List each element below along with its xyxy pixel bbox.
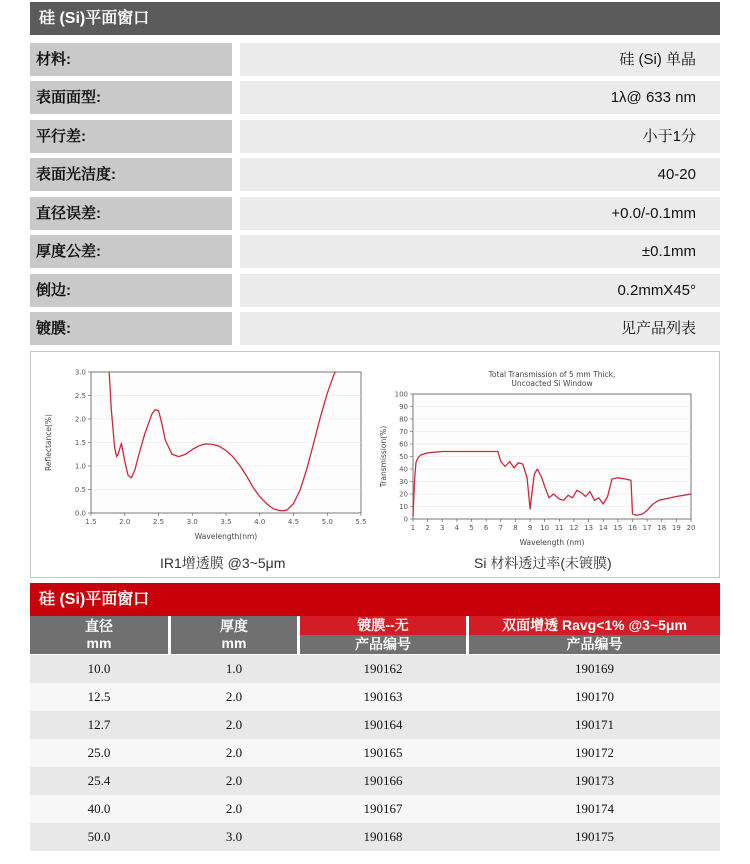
spec-value: 见产品列表 xyxy=(240,312,720,345)
table-row xyxy=(30,795,720,823)
table-row xyxy=(30,711,720,739)
reflectance-x-tick-label: 1.5 xyxy=(85,518,97,526)
header-coating-ar: 双面增透 Ravg<1% @3~5μm xyxy=(469,616,720,635)
spec-value: 硅 (Si) 单晶 xyxy=(240,43,720,76)
reflectance-y-tick-label: 1.0 xyxy=(74,462,86,471)
transmission-y-axis-label: Transmission(%) xyxy=(379,425,388,488)
transmission-y-tick-label: 30 xyxy=(399,478,408,486)
reflectance-x-tick-label: 4.0 xyxy=(254,518,266,526)
reflectance-y-tick-label: 2.5 xyxy=(74,392,86,400)
spec-label: 厚度公差: xyxy=(30,235,232,268)
header-product-no-2: 产品编号 xyxy=(469,635,720,654)
header-diameter-label: 直径 xyxy=(85,618,113,634)
transmission-x-tick-label: 6 xyxy=(483,524,489,532)
cell-thickness: 2.0 xyxy=(225,745,243,760)
header-thickness-label: 厚度 xyxy=(220,618,248,634)
cell-thickness: 2.0 xyxy=(225,773,243,788)
spec-row-material xyxy=(30,43,720,76)
reflectance-y-axis-label: Reflectance(%) xyxy=(44,414,53,471)
spec-section-title: 硅 (Si)平面窗口 xyxy=(30,2,720,35)
transmission-x-tick-label: 4 xyxy=(454,524,460,532)
spec-row-diameter-tolerance xyxy=(30,197,720,230)
charts-panel xyxy=(30,351,720,578)
transmission-x-tick-label: 12 xyxy=(569,524,579,532)
cell-uncoated-no: 190165 xyxy=(363,745,403,760)
transmission-x-tick-label: 18 xyxy=(657,524,667,532)
reflectance-x-tick-label: 5.0 xyxy=(321,518,333,526)
spec-label: 表面面型: xyxy=(30,81,232,114)
spec-label: 材料: xyxy=(30,43,232,76)
cell-uncoated-no: 190162 xyxy=(363,661,403,676)
transmission-x-tick-label: 13 xyxy=(584,524,594,532)
transmission-x-tick-label: 16 xyxy=(628,524,637,532)
cell-thickness: 2.0 xyxy=(225,717,243,732)
reflectance-x-tick-label: 2.0 xyxy=(119,518,131,526)
table-row xyxy=(30,655,720,683)
spec-label: 倒边: xyxy=(30,274,232,307)
transmission-y-tick-label: 20 xyxy=(399,490,408,499)
spec-row-thickness-tolerance xyxy=(30,235,720,268)
transmission-x-tick-label: 19 xyxy=(671,524,681,532)
header-uncoated xyxy=(300,616,466,654)
cell-diameter: 25.4 xyxy=(87,773,111,788)
reflectance-chart xyxy=(44,369,367,542)
header-diameter-unit: mm xyxy=(86,635,112,651)
reflectance-x-tick-label: 5.5 xyxy=(355,518,367,526)
cell-uncoated-no: 190166 xyxy=(363,773,403,788)
reflectance-x-tick-label: 4.5 xyxy=(287,518,300,526)
header-thickness-unit: mm xyxy=(221,635,247,651)
transmission-x-tick-label: 14 xyxy=(598,524,608,532)
transmission-x-tick-label: 9 xyxy=(527,524,533,532)
spec-row-surface-quality xyxy=(30,158,720,191)
transmission-title-line-2: Uncoacted Si Window xyxy=(511,379,593,388)
table-row xyxy=(30,767,720,795)
spec-label: 镀膜: xyxy=(30,312,232,345)
reflectance-x-tick-label: 3.5 xyxy=(220,518,232,526)
cell-coated-no: 190170 xyxy=(575,689,614,704)
header-coating-none: 镀膜--无 xyxy=(300,616,466,635)
transmission-x-tick-label: 15 xyxy=(613,524,623,532)
transmission-x-tick-label: 20 xyxy=(686,524,696,532)
table-row xyxy=(30,739,720,767)
cell-diameter: 40.0 xyxy=(87,801,111,816)
cell-coated-no: 190169 xyxy=(575,661,614,676)
transmission-y-tick-label: 0 xyxy=(403,515,408,524)
transmission-title-line-1: Total Transmission of 5 mm Thick, xyxy=(488,370,616,379)
reflectance-chart-caption: IR1增透膜 @3~5μm xyxy=(160,555,286,571)
transmission-y-tick-label: 10 xyxy=(399,503,408,511)
cell-coated-no: 190171 xyxy=(575,717,614,732)
cell-thickness: 1.0 xyxy=(225,661,243,676)
table-row xyxy=(30,823,720,851)
transmission-y-tick-label: 80 xyxy=(399,415,408,424)
cell-diameter: 10.0 xyxy=(87,661,111,676)
cell-uncoated-no: 190168 xyxy=(363,829,403,844)
spec-value: +0.0/-0.1mm xyxy=(240,197,720,230)
header-thickness xyxy=(171,616,297,654)
spec-value: 小于1分 xyxy=(240,120,720,153)
cell-diameter: 25.0 xyxy=(87,745,111,760)
spec-label: 表面光洁度: xyxy=(30,158,232,191)
cell-coated-no: 190175 xyxy=(575,829,614,844)
cell-diameter: 12.5 xyxy=(87,689,111,704)
cell-uncoated-no: 190163 xyxy=(363,689,403,704)
reflectance-x-tick-label: 2.5 xyxy=(152,518,165,526)
reflectance-y-tick-label: 2.0 xyxy=(74,415,86,424)
transmission-y-tick-label: 60 xyxy=(399,440,408,449)
cell-coated-no: 190173 xyxy=(575,773,614,788)
cell-coated-no: 190174 xyxy=(575,801,614,816)
reflectance-x-tick-label: 3.0 xyxy=(186,518,198,526)
spec-value: 0.2mmX45° xyxy=(240,274,720,307)
spec-label: 平行差: xyxy=(30,120,232,153)
reflectance-x-axis-label: Wavelength(nm) xyxy=(194,532,258,541)
transmission-chart-caption: Si 材料透过率(未镀膜) xyxy=(474,555,612,571)
spec-row-parallelism xyxy=(30,120,720,153)
reflectance-y-tick-label: 1.5 xyxy=(74,439,86,447)
transmission-y-tick-label: 100 xyxy=(394,390,408,399)
cell-coated-no: 190172 xyxy=(575,745,614,760)
transmission-y-tick-label: 90 xyxy=(399,403,408,411)
cell-uncoated-no: 190164 xyxy=(363,717,403,732)
transmission-x-tick-label: 8 xyxy=(513,524,518,532)
reflectance-y-tick-label: 0.0 xyxy=(74,509,86,518)
spec-row-coating xyxy=(30,312,720,345)
cell-thickness: 2.0 xyxy=(225,689,243,704)
transmission-x-axis-label: Wavelength (nm) xyxy=(519,538,585,547)
table-row xyxy=(30,683,720,711)
product-section-title: 硅 (Si)平面窗口 xyxy=(30,583,720,616)
cell-uncoated-no: 190167 xyxy=(363,801,403,816)
transmission-y-tick-label: 70 xyxy=(399,428,408,436)
transmission-x-tick-label: 1 xyxy=(410,524,416,532)
spec-label: 直径误差: xyxy=(30,197,232,230)
transmission-x-tick-label: 2 xyxy=(425,524,430,532)
header-diameter xyxy=(30,616,168,654)
header-coated xyxy=(469,616,720,654)
reflectance-y-tick-label: 0.5 xyxy=(74,486,86,494)
cell-diameter: 12.7 xyxy=(87,717,111,732)
spec-value: 1λ@ 633 nm xyxy=(240,81,720,114)
transmission-x-tick-label: 3 xyxy=(440,524,445,532)
spec-row-surface-figure xyxy=(30,81,720,114)
spec-value: 40-20 xyxy=(240,158,720,191)
cell-thickness: 2.0 xyxy=(225,801,243,816)
cell-diameter: 50.0 xyxy=(87,829,111,844)
transmission-x-tick-label: 10 xyxy=(540,524,550,532)
header-product-no: 产品编号 xyxy=(300,635,466,654)
reflectance-y-tick-label: 3.0 xyxy=(74,368,86,377)
charts-svg xyxy=(31,352,721,579)
transmission-x-tick-label: 11 xyxy=(554,524,564,532)
spec-value: ±0.1mm xyxy=(240,235,720,268)
transmission-x-tick-label: 17 xyxy=(642,524,652,532)
transmission-y-tick-label: 50 xyxy=(399,453,408,461)
spec-row-chamfer xyxy=(30,274,720,307)
transmission-x-tick-label: 5 xyxy=(469,524,474,532)
cell-thickness: 3.0 xyxy=(225,829,243,844)
transmission-chart xyxy=(379,370,695,547)
product-table-header xyxy=(30,616,720,654)
transmission-x-tick-label: 7 xyxy=(498,524,504,532)
transmission-y-tick-label: 40 xyxy=(399,465,408,474)
